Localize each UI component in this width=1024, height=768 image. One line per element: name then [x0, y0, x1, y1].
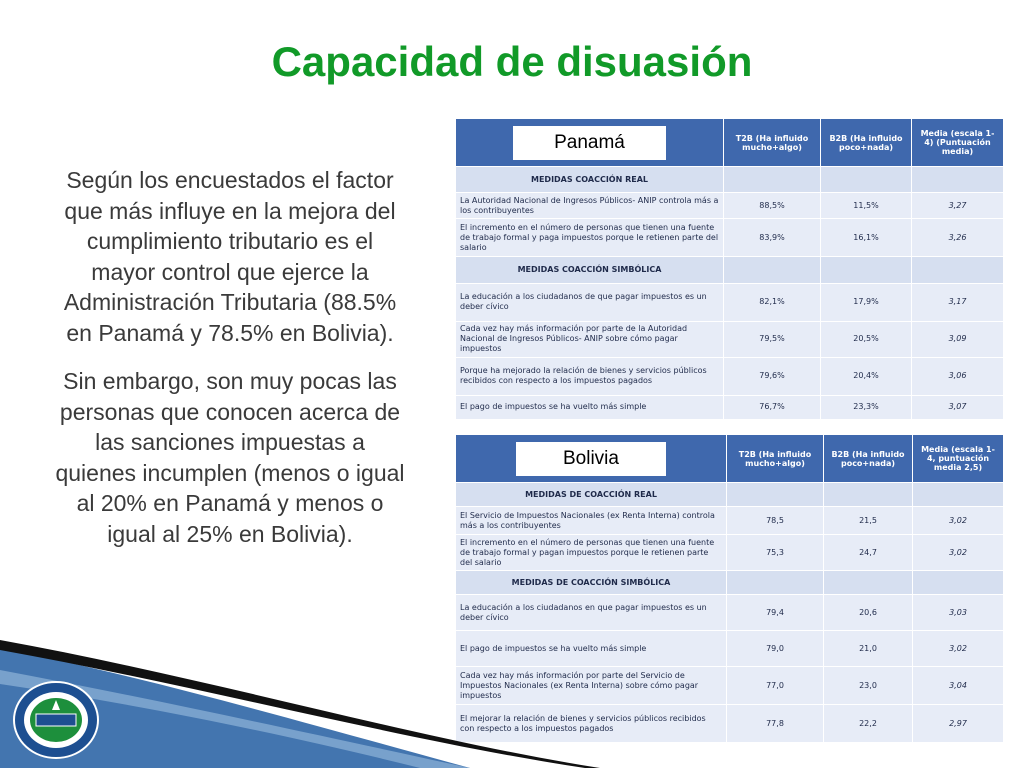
table-row-label: El Servicio de Impuestos Nacionales (ex Renta Interna) controla más a los contribuyentes	[456, 507, 727, 535]
table-row-label: La educación a los ciudadanos de que pagar impuestos es un deber cívico	[456, 283, 724, 321]
table-row-label: Cada vez hay más información por parte del Servicio de Impuestos Nacionales (ex Renta Interna) sobre cómo pagar impuestos	[456, 667, 727, 705]
table-cell-media: 3,02	[913, 631, 1004, 667]
table-row-label: El incremento en el número de personas que tienen una fuente de trabajo formal y pagan impuestos porque le retienen parte del salario	[456, 535, 727, 571]
table-cell-media: 3,26	[912, 219, 1004, 257]
table-row-label: La Autoridad Nacional de Ingresos Públicos- ANIP controla más a los contribuyentes	[456, 193, 724, 219]
panama-country-label: Panamá	[513, 126, 666, 160]
table-cell-b2b: 23,0	[824, 667, 913, 705]
panama-table	[455, 118, 1004, 420]
table-cell-media: 2,97	[913, 705, 1004, 743]
table-cell-media: 3,03	[913, 595, 1004, 631]
summary-paragraph-2: Sin embargo, son muy pocas las personas que conocen acerca de las sanciones impuestas a quienes incumplen (menos o igual al 20% en Panamá y menos o igual al 25% en Bolivia).	[55, 368, 405, 547]
table-cell-t2b: 88,5%	[724, 193, 821, 219]
panama-col-media: Media (escala 1-4) (Puntuación media)	[912, 119, 1004, 167]
table-cell-b2b: 11,5%	[821, 193, 912, 219]
table-cell-t2b: 79,4	[727, 595, 824, 631]
table-cell-media: 3,07	[912, 395, 1004, 419]
table-cell-media: 3,02	[913, 535, 1004, 571]
table-cell-b2b: 20,6	[824, 595, 913, 631]
table-cell-b2b: 20,5%	[821, 321, 912, 357]
table-cell-b2b: 23,3%	[821, 395, 912, 419]
table-cell-t2b: 75,3	[727, 535, 824, 571]
bolivia-col-media: Media (escala 1-4, puntuación media 2,5)	[913, 435, 1004, 483]
table-cell-t2b: 77,0	[727, 667, 824, 705]
table-cell-b2b: 20,4%	[821, 357, 912, 395]
panama-col-t2b: T2B (Ha influido mucho+algo)	[724, 119, 821, 167]
panama-section-real: MEDIDAS COACCIÓN REAL	[456, 167, 724, 193]
table-row-label: El pago de impuestos se ha vuelto más simple	[456, 631, 727, 667]
decorative-swoosh	[0, 640, 1024, 768]
bolivia-col-b2b: B2B (Ha influido poco+nada)	[824, 435, 913, 483]
table-cell-t2b: 79,6%	[724, 357, 821, 395]
bolivia-country-label: Bolivia	[516, 442, 666, 476]
table-cell-b2b: 17,9%	[821, 283, 912, 321]
bolivia-col-t2b: T2B (Ha influido mucho+algo)	[727, 435, 824, 483]
table-row-label: Cada vez hay más información por parte de la Autoridad Nacional de Ingresos Públicos- ANIP sobre cómo pagar impuestos	[456, 321, 724, 357]
table-cell-media: 3,09	[912, 321, 1004, 357]
table-cell-media: 3,02	[913, 507, 1004, 535]
ciat-logo	[12, 680, 100, 760]
table-cell-t2b: 78,5	[727, 507, 824, 535]
table-row-label: El mejorar la relación de bienes y servicios públicos recibidos con respecto a los impuestos pagados	[456, 705, 727, 743]
page-title: Capacidad de disuasión	[271, 38, 753, 85]
table-cell-t2b: 82,1%	[724, 283, 821, 321]
panama-col-b2b: B2B (Ha influido poco+nada)	[821, 119, 912, 167]
table-cell-media: 3,06	[912, 357, 1004, 395]
table-cell-t2b: 77,8	[727, 705, 824, 743]
panama-section-simbolica: MEDIDAS COACCIÓN SIMBÓLICA	[456, 257, 724, 283]
summary-text	[55, 165, 405, 567]
bolivia-header-cell	[456, 435, 727, 483]
table-cell-b2b: 21,0	[824, 631, 913, 667]
bolivia-section-simbolica: MEDIDAS DE COACCIÓN SIMBÓLICA	[456, 571, 727, 595]
table-row-label: Porque ha mejorado la relación de bienes y servicios públicos recibidos con respecto a los impuestos pagados	[456, 357, 724, 395]
table-cell-b2b: 21,5	[824, 507, 913, 535]
table-cell-t2b: 83,9%	[724, 219, 821, 257]
panama-header-cell	[456, 119, 724, 167]
table-cell-media: 3,17	[912, 283, 1004, 321]
table-cell-media: 3,04	[913, 667, 1004, 705]
table-cell-b2b: 24,7	[824, 535, 913, 571]
table-row-label: El pago de impuestos se ha vuelto más simple	[456, 395, 724, 419]
table-cell-t2b: 76,7%	[724, 395, 821, 419]
table-row-label: El incremento en el número de personas que tienen una fuente de trabajo formal y paga impuestos porque le retienen parte del salario	[456, 219, 724, 257]
table-row-label: La educación a los ciudadanos en que pagar impuestos es un deber cívico	[456, 595, 727, 631]
table-cell-b2b: 16,1%	[821, 219, 912, 257]
bolivia-section-real: MEDIDAS DE COACCIÓN REAL	[456, 483, 727, 507]
summary-paragraph-1: Según los encuestados el factor que más influye en la mejora del cumplimiento tributario es el mayor control que ejerce la Administración Tributaria (88.5% en Panamá y 78.5% en Bolivia).	[63, 167, 397, 346]
table-cell-t2b: 79,0	[727, 631, 824, 667]
table-cell-b2b: 22,2	[824, 705, 913, 743]
table-cell-t2b: 79,5%	[724, 321, 821, 357]
table-cell-media: 3,27	[912, 193, 1004, 219]
